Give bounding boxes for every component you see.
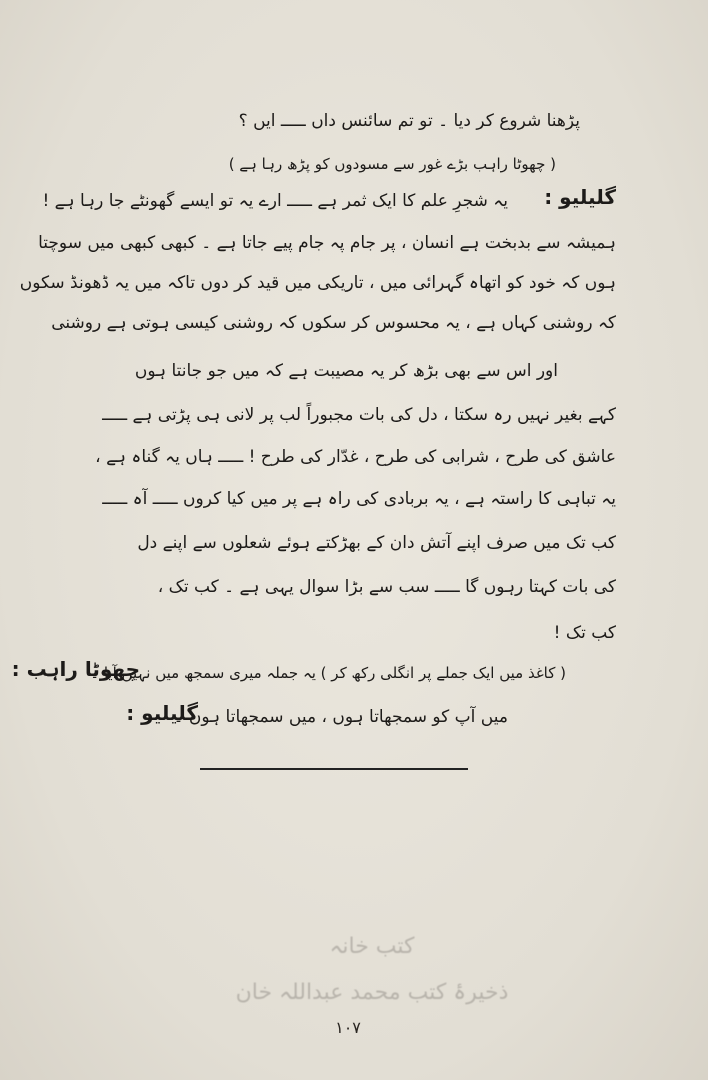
text-line-3: یہ شجرِ علم کا ایک ثمر ہے ـــــ ارے یہ تو ایسے گھونٹے جا رہا ہے ! — [42, 191, 508, 211]
text-line-6: کہ روشنی کہاں ہے ، یہ محسوس کر سکوں کہ روشنی کیسی ہوتی ہے روشنی — [51, 313, 616, 333]
stamp-line-2: ذخیرۂ کتب محمد عبداللہ خان — [235, 980, 509, 1005]
speaker-chhota-rahib: چھوٹا راہب : — [11, 657, 140, 681]
text-line-7: اور اس سے بھی بڑھ کر یہ مصیبت ہے کہ میں جو جانتا ہوں — [134, 361, 558, 381]
text-line-12: کی بات کہتا رہوں گا ـــــ سب سے بڑا سوال یہی ہے ۔ کب تک ، — [157, 577, 616, 597]
speaker-galileo-1: گلیلیو : — [544, 185, 616, 209]
text-line-11: کب تک میں صرف اپنے آتش دان کے بھڑکتے ہوئے شعلوں سے اپنے دل — [137, 533, 616, 553]
text-line-13: کب تک ! — [553, 623, 616, 643]
text-line-10: یہ تباہی کا راستہ ہے ، یہ بربادی کی راہ ہے پر میں کیا کروں ـــــ آہ ـــــ — [102, 489, 616, 509]
divider-line — [200, 768, 468, 770]
text-line-9: عاشق کی طرح ، شرابی کی طرح ، غدّار کی طرح ! ـــــ ہاں یہ گناہ ہے ، — [95, 447, 616, 467]
speaker-galileo-2: گلیلیو : — [126, 701, 198, 725]
library-stamp — [112, 930, 632, 1030]
text-line-15: میں آپ کو سمجھاتا ہوں ، میں سمجھاتا ہوں ۔ — [173, 707, 508, 727]
page-number: ۱۰۷ — [335, 1018, 361, 1037]
stage-direction-1: ( چھوٹا راہب بڑے غور سے مسودوں کو پڑھ رہا ہے ) — [228, 155, 556, 173]
text-line-5: ہوں کہ خود کو اتھاہ گہرائی میں ، تاریکی میں قید کر دوں تاکہ میں یہ ڈھونڈ سکوں — [19, 273, 616, 293]
text-line-1: پڑھنا شروع کر دیا ۔ تو تم سائنس داں ـــــ ایں ؟ — [238, 111, 580, 131]
text-line-8: کہے بغیر نہیں رہ سکتا ، دل کی بات مجبوراً لب پر لانی ہی پڑتی ہے ـــــ — [102, 405, 616, 425]
text-line-14: ( کاغذ میں ایک جملے پر انگلی رکھ کر ) یہ جملہ میری سمجھ میں نہیں آیا ۔ — [90, 664, 566, 682]
stamp-line-1: کتب خانہ — [329, 934, 415, 959]
text-line-4: ہمیشہ سے بدبخت ہے انسان ، پر جام پہ جام پیے جاتا ہے ۔ کبھی کبھی میں سوچتا — [38, 233, 616, 253]
